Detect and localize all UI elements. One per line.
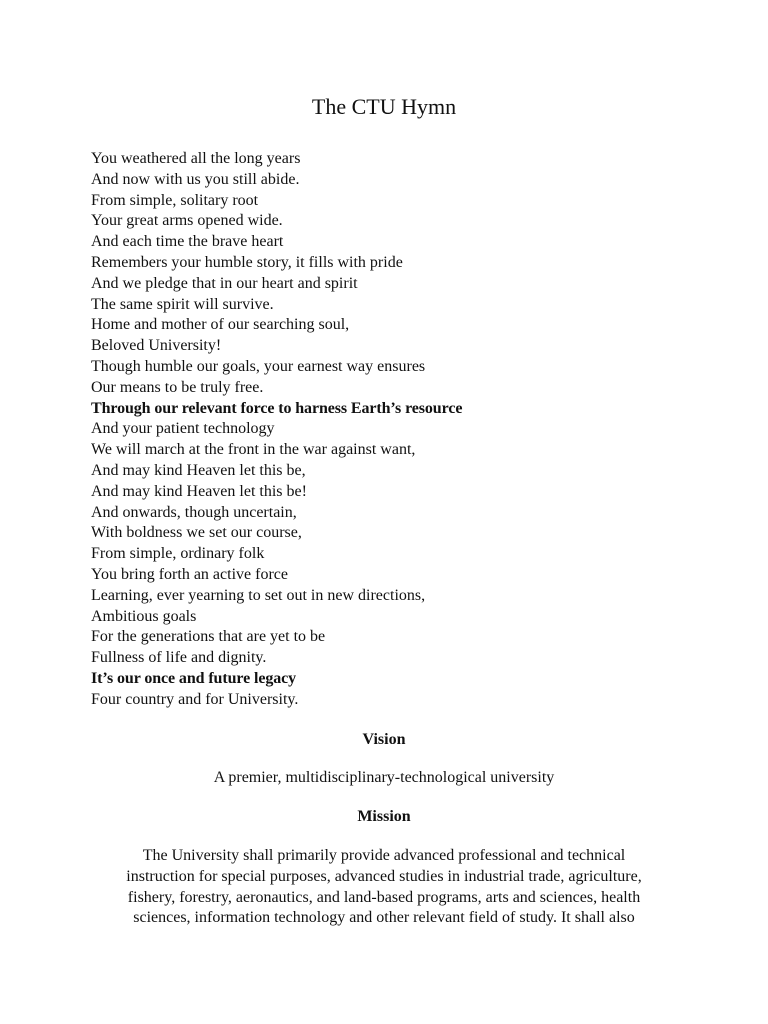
hymn-line: You weathered all the long years bbox=[91, 150, 301, 167]
hymn-line: Remembers your humble story, it fills with pride bbox=[91, 253, 403, 271]
hymn-line: And may kind Heaven let this be, bbox=[91, 461, 306, 479]
hymn-line: Your great arms opened wide. bbox=[91, 212, 283, 230]
hymn-line: With boldness we set our course, bbox=[91, 524, 302, 542]
hymn-line: From simple, ordinary folk bbox=[91, 545, 265, 563]
hymn-line: Beloved University! bbox=[91, 337, 222, 355]
vision-statement: A premier, multidisciplinary-technological university bbox=[213, 769, 555, 786]
hymn-line: The same spirit will survive. bbox=[91, 295, 274, 313]
hymn-line: You bring forth an active force bbox=[91, 565, 288, 583]
page-title: The CTU Hymn bbox=[311, 94, 457, 119]
mission-line: fishery, forestry, aeronautics, and land-based programs, arts and sciences, health bbox=[127, 888, 641, 906]
hymn-line: Ambitious goals bbox=[91, 607, 197, 625]
hymn-line: And each time the brave heart bbox=[91, 233, 284, 251]
hymn-line: Four country and for University. bbox=[91, 690, 299, 708]
hymn-line: Though humble our goals, your earnest way ensures bbox=[91, 357, 426, 375]
hymn-line: Fullness of life and dignity. bbox=[91, 649, 267, 667]
hymn-line: Through our relevant force to harness Earth’s resource bbox=[91, 399, 463, 417]
mission-statement bbox=[90, 846, 678, 929]
mission-heading: Mission bbox=[357, 808, 411, 825]
hymn-line: Our means to be truly free. bbox=[91, 378, 264, 396]
hymn-line: Learning, ever yearning to set out in new directions, bbox=[91, 586, 426, 604]
hymn-line: Home and mother of our searching soul, bbox=[91, 316, 350, 334]
hymn-line: And now with us you still abide. bbox=[91, 170, 300, 188]
hymn-line: And may kind Heaven let this be! bbox=[91, 482, 307, 500]
hymn-line: And we pledge that in our heart and spirit bbox=[91, 274, 358, 292]
vision-heading: Vision bbox=[362, 731, 406, 748]
hymn-line: For the generations that are yet to be bbox=[91, 628, 326, 646]
mission-line: sciences, information technology and other relevant field of study. It shall also bbox=[133, 909, 635, 927]
hymn-line: It’s our once and future legacy bbox=[91, 669, 297, 687]
hymn-line: And your patient technology bbox=[91, 420, 275, 438]
mission-line: The University shall primarily provide advanced professional and technical bbox=[142, 847, 626, 864]
mission-line: instruction for special purposes, advanced studies in industrial trade, agriculture, bbox=[126, 867, 642, 885]
hymn-line: And onwards, though uncertain, bbox=[91, 503, 297, 521]
hymn-line: We will march at the front in the war against want, bbox=[91, 441, 416, 459]
hymn-lyrics bbox=[91, 149, 711, 711]
hymn-line: From simple, solitary root bbox=[91, 191, 259, 209]
